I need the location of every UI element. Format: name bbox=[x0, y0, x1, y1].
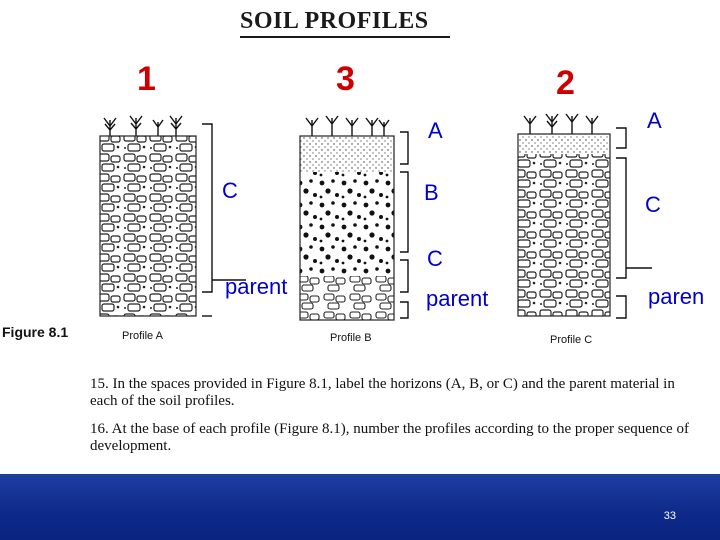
profile-a-sequence-number: 1 bbox=[137, 60, 156, 98]
profile-a-caption: Profile A bbox=[122, 330, 163, 342]
profile-b-sequence-number: 3 bbox=[336, 60, 355, 98]
figure-label: Figure 8.1 bbox=[2, 324, 69, 340]
profile-b-diagram bbox=[296, 112, 426, 340]
profile-c-plants-icon bbox=[524, 114, 598, 134]
profile-c-c-label: C bbox=[645, 192, 661, 217]
footer-bar bbox=[0, 474, 720, 540]
question-15: 15. In the spaces provided in Figure 8.1, label the horizons (A, B, or C) and the parent material in each of the soil profiles. bbox=[90, 376, 675, 409]
profile-a-c-label: C bbox=[222, 178, 238, 203]
question-16: 16. At the base of each profile (Figure 8.1), number the profiles according to the proper sequence of development. bbox=[90, 421, 689, 454]
page-number: 33 bbox=[663, 510, 676, 522]
profile-a-plants-icon bbox=[104, 116, 182, 136]
profile-b-parent-label: parent bbox=[426, 286, 489, 311]
profile-c-horizon-brackets bbox=[616, 128, 652, 318]
profile-b-horizon-brackets bbox=[400, 132, 408, 318]
profile-c-parent-label: paren bbox=[648, 284, 705, 309]
profile-c-sequence-number: 2 bbox=[556, 64, 575, 102]
profile-b-a-label: A bbox=[428, 118, 443, 143]
title-underline bbox=[240, 36, 450, 38]
page-title: SOIL PROFILES bbox=[240, 8, 429, 34]
profile-b-caption: Profile B bbox=[330, 332, 372, 344]
profile-a-parent-label: parent bbox=[225, 274, 288, 299]
profile-b-plants-icon bbox=[306, 116, 389, 136]
profile-c-a-label: A bbox=[647, 108, 662, 133]
profile-c-caption: Profile C bbox=[550, 334, 593, 346]
profile-b-c-label: C bbox=[427, 246, 443, 271]
profile-b-b-label: B bbox=[424, 180, 439, 205]
profile-a-diagram bbox=[96, 112, 252, 338]
